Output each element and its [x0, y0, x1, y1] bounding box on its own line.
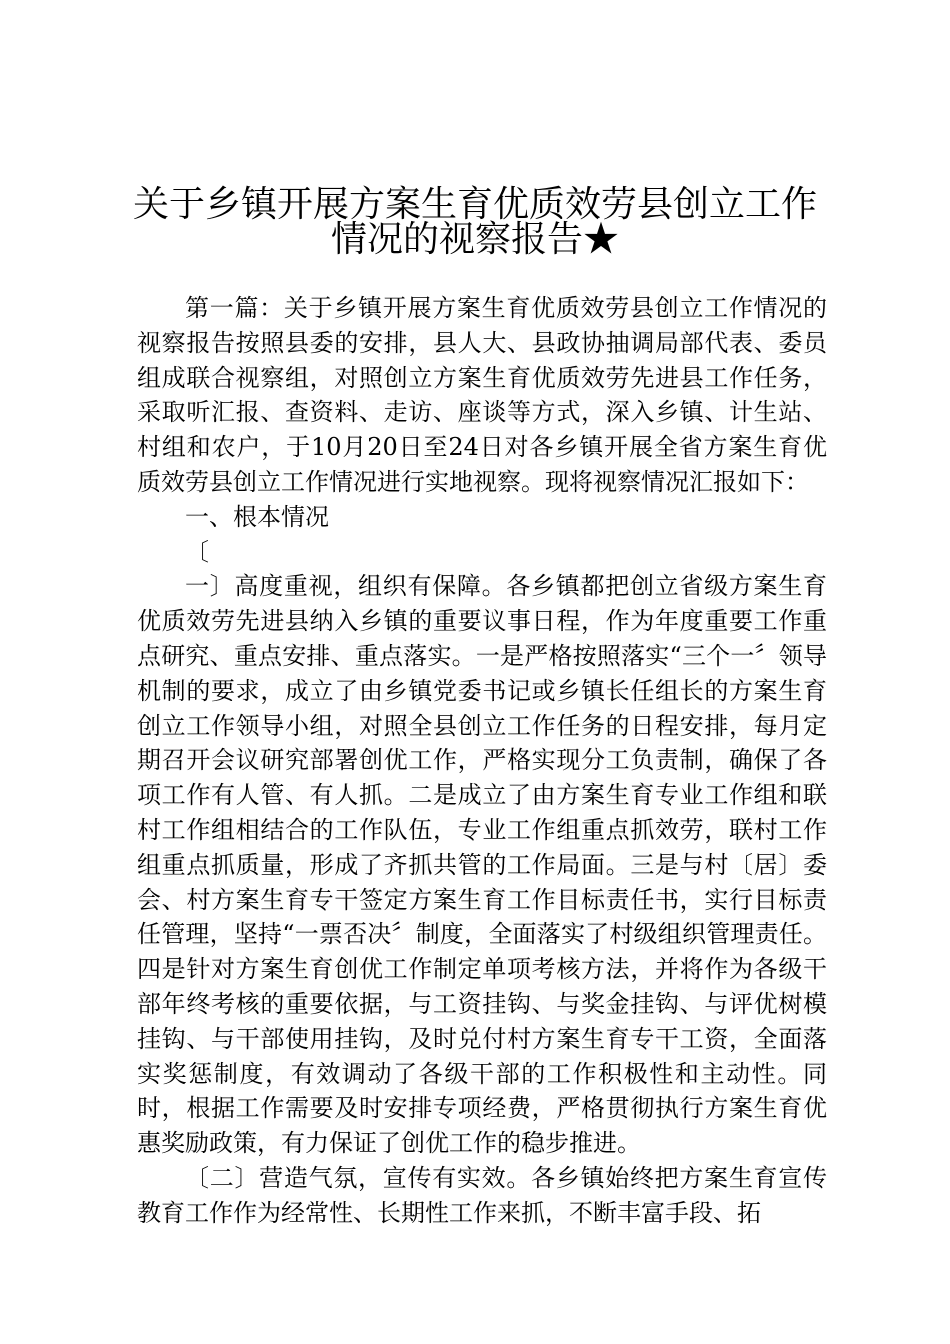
paragraph-publicity: 〔二〕营造气氛，宣传有实效。各乡镇始终把方案生育宣传教育工作作为经常性、长期性工作来抓，不断丰富手段、拓	[137, 1163, 827, 1227]
paragraph-intro: 第一篇：关于乡镇开展方案生育优质效劳县创立工作情况的视察报告按照县委的安排，县人大、县政协抽调局部代表、委员组成联合视察组，对照创立方案生育优质效劳先进县工作任务，采取听汇报、查资料、走访、座谈等方式，深入乡镇、计生站、村组和农户，于10月20日至24日对各乡镇开展全省方案生育优质效劳县创立工作情况进行实地视察。现将视察情况汇报如下：	[137, 294, 827, 496]
document-title-line-2: 情况的视察报告★	[330, 219, 619, 260]
paragraph-bracket: 〔	[185, 537, 209, 566]
section-heading-basic-situation: 一、根本情况	[185, 502, 329, 531]
document-title-line-1: 关于乡镇开展方案生育优质效劳县创立工作	[132, 184, 817, 225]
document-body	[137, 291, 827, 1231]
paragraph-organization: 一〕高度重视，组织有保障。各乡镇都把创立省级方案生育优质效劳先进县纳入乡镇的重要议事日程，作为年度重要工作重点研究、重点安排、重点落实。一是严格按照落实“三个一〞领导机制的要求，成立了由乡镇党委书记或乡镇长任组长的方案生育创立工作领导小组，对照全县创立工作任务的日程安排，每月定期召开会议研究部署创优工作，严格实现分工负责制，确保了各项工作有人管、有人抓。二是成立了由方案生育专业工作组和联村工作组相结合的工作队伍，专业工作组重点抓效劳，联村工作组重点抓质量，形成了齐抓共管的工作局面。三是与村〔居〕委会、村方案生育专干签定方案生育工作目标责任书，实行目标责任管理，坚持“一票否决〞制度，全面落实了村级组织管理责任。四是针对方案生育创优工作制定单项考核方法，并将作为各级干部年终考核的重要依据，与工资挂钩、与奖金挂钩、与评优树模挂钩、与干部使用挂钩，及时兑付村方案生育专干工资，全面落实奖惩制度，有效调动了各级干部的工作积极性和主动性。同时，根据工作需要及时安排专项经费，严格贯彻执行方案生育优惠奖励政策，有力保证了创优工作的稳步推进。	[137, 572, 827, 1158]
